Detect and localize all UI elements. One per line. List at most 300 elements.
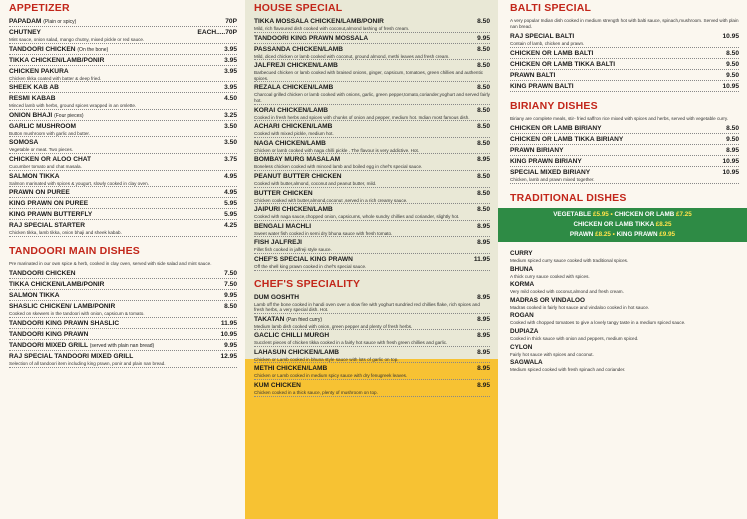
item-description: Chicken, lamb and prawn mixed together. xyxy=(510,177,595,183)
menu-item-row xyxy=(254,107,490,115)
item-description: Fillet fish cooked in jalfreji style sauce. xyxy=(254,247,332,253)
item-description: Boneless chicken cooked with minced lamb and boiled egg in chef's special sauce. xyxy=(254,164,423,170)
item-name-wrap xyxy=(254,316,322,324)
item-name: CHEF'S SPECIAL KING PRAWN xyxy=(254,255,353,263)
menu-item-row xyxy=(254,206,490,214)
item-description: Mild, rich flavoured dish cooked with coconut,almond lashing of fresh cream. xyxy=(254,26,410,31)
item-price: 3.95 xyxy=(224,56,237,64)
menu-item xyxy=(9,211,237,220)
menu-item xyxy=(9,292,237,301)
item-name-wrap xyxy=(254,46,343,54)
menu-item xyxy=(9,112,237,121)
menu-item-row xyxy=(9,139,237,147)
item-name: REZALA CHICKEN/LAMB xyxy=(254,84,334,92)
item-name-wrap xyxy=(510,50,593,58)
item-name: PASSANDA CHICKEN/LAMB xyxy=(254,45,344,53)
menu-item-row xyxy=(9,303,237,311)
item-description: Mint sauce, onion salad, mango chutny, mixed pickle or red sauce. xyxy=(9,37,145,42)
item-name: TIKKA CHICKEN/LAMB/PONIR xyxy=(9,56,105,64)
item-description: Cooked with naga sauce,chopped onion, capsicums, whole sundry chillies and coriander, slightly hot. xyxy=(254,214,460,220)
item-name: PAPADAM xyxy=(9,18,42,25)
menu-item-row xyxy=(254,332,490,340)
item-name: TANDOORI MIXED GRILL xyxy=(9,341,88,349)
item-description: Cooked on skewers in the tandoori with onion, capsicum & tomato. xyxy=(9,311,145,317)
item-description: Succlent pieces of chicken tikka cooked in a fairly hot sauce with fresh green chillies and garlic. xyxy=(254,340,448,346)
item-price: 3.50 xyxy=(224,139,237,147)
menu-item xyxy=(254,382,490,397)
item-name: KING PRAWN ON PUREE xyxy=(9,200,89,208)
item-name-wrap xyxy=(9,139,38,147)
item-price: 8.50 xyxy=(477,189,490,197)
menu-item-row xyxy=(254,382,490,390)
item-price: 3.95 xyxy=(224,67,237,75)
item-description: Button mushroom with garlic and butter. xyxy=(9,130,90,136)
item-price: 8.95 xyxy=(477,315,490,323)
trad-prawn-label: PRAWN xyxy=(569,230,594,238)
item-price: 8.95 xyxy=(477,382,490,390)
item-name: SHASLIC CHICKEN/ LAMB/PONIR xyxy=(9,303,116,311)
item-name: JALFREJI CHICKEN/LAMB xyxy=(254,62,338,70)
item-price: 10.95 xyxy=(722,33,739,41)
item-name-wrap xyxy=(9,18,76,26)
menu-item-row xyxy=(9,95,237,103)
item-name-wrap xyxy=(9,123,76,131)
menu-item-row xyxy=(510,50,739,58)
item-price: 5.95 xyxy=(224,200,237,208)
item-price: 8.95 xyxy=(477,348,490,356)
item-name-wrap xyxy=(510,136,623,144)
menu-item-row xyxy=(9,84,237,92)
biriany-list xyxy=(510,125,739,184)
item-price: 3.25 xyxy=(224,111,237,119)
trad-chicken-lamb-label: CHICKEN OR LAMB xyxy=(614,210,675,218)
item-name-wrap xyxy=(9,189,70,197)
item-name-wrap xyxy=(254,382,301,390)
item-name-wrap xyxy=(9,211,92,219)
item-price: 70P xyxy=(225,18,237,25)
item-description: Medium lamb dish cooked with onion, green pepper and plenty of fresh herbs. xyxy=(254,323,413,329)
item-price: 5.95 xyxy=(224,211,237,219)
menu-item-row xyxy=(254,140,490,148)
item-name: CHICKEN OR ALOO CHAT xyxy=(9,155,92,163)
menu-item-row xyxy=(510,125,739,133)
item-price: 8.50 xyxy=(726,125,739,133)
menu-item xyxy=(510,158,739,167)
item-name-wrap xyxy=(510,72,555,80)
item-price: 4.25 xyxy=(224,222,237,230)
item-description: Charcoal grilled chicken or lamb cooked with onions, garlic, green pepper,tomato,coriander,yoghurt and served fairly hot. xyxy=(254,92,490,103)
curry-style-name: MADRAS OR VINDALOO xyxy=(510,296,585,304)
menu-item-row xyxy=(510,72,739,80)
menu-item xyxy=(9,173,237,188)
item-name-wrap xyxy=(254,123,332,131)
item-name: METHI CHICKEN/LAMB xyxy=(254,365,328,373)
menu-item-row xyxy=(254,190,490,198)
menu-item xyxy=(254,62,490,82)
item-name-wrap xyxy=(510,61,615,69)
item-name-wrap xyxy=(254,294,299,302)
menu-item xyxy=(254,18,490,33)
tandoori-list xyxy=(9,270,237,367)
item-tag: (served with plain nan bread) xyxy=(89,342,155,349)
item-name-wrap xyxy=(510,125,602,133)
item-price: 4.50 xyxy=(224,95,237,103)
item-price: 9.95 xyxy=(477,34,490,42)
menu-item-row xyxy=(9,173,237,181)
menu-item xyxy=(510,33,739,48)
item-description: Cooked in fresh herbs and spices with chunks of onion and pepper, medium hot. Indian most famous dish. xyxy=(254,114,470,120)
item-name-wrap xyxy=(254,206,333,214)
menu-item xyxy=(9,189,237,198)
item-name-wrap xyxy=(254,256,353,264)
item-description: Barbecued chicken or lamb cooked with braised onions, ginger, capsicum, tomatoes, green chillies and authentic spices. xyxy=(254,70,484,81)
item-price: 4.95 xyxy=(224,172,237,180)
menu-item xyxy=(254,190,490,205)
menu-item-row xyxy=(9,270,237,278)
balti-note: A very popular Indian dish cooked in medium strength hot with balti sauce, spinach,mushroom. Served with plain nan bread. xyxy=(510,18,739,29)
menu-item xyxy=(254,349,490,364)
menu-item-row xyxy=(510,33,739,41)
item-description: Cooked with butter,almond, coconut and peanut butter, mild. xyxy=(254,180,377,186)
menu-item-row xyxy=(9,156,237,164)
curry-style-description: Medium spiced curry sauce cooked with traditional spices. xyxy=(510,257,629,263)
item-price: 12.95 xyxy=(220,352,237,360)
item-price: 10.95 xyxy=(722,82,739,90)
menu-item xyxy=(9,200,237,209)
item-name-wrap xyxy=(254,62,338,70)
item-price: 9.95 xyxy=(224,341,237,349)
biriany-note: Biriany are complete meals, stir- fried saffron rice mixed with spices and herbs, served with vegetable curry. xyxy=(510,115,729,121)
item-name-wrap xyxy=(9,281,104,289)
trad-vegetable-price: £5.95 xyxy=(592,210,609,218)
house-special-list xyxy=(254,18,490,271)
menu-item-row xyxy=(9,57,237,65)
item-price: EACH.....70P xyxy=(197,29,237,36)
curry-style-list xyxy=(510,250,739,373)
appetizer-list xyxy=(9,18,237,237)
item-name-wrap xyxy=(254,365,327,373)
item-description: Salmon marinated with spices & yougurt, slowly cooked in clay oven. xyxy=(9,180,149,186)
item-name: GARLIC MUSHROOM xyxy=(9,122,77,130)
curry-style-description: Cooked in thick sauce with onion and peppers, medium spiced. xyxy=(510,335,639,341)
item-name: TANDOORI CHICKEN xyxy=(9,45,76,53)
menu-item-row xyxy=(510,158,739,166)
menu-item xyxy=(9,123,237,138)
curry-style-item xyxy=(510,328,739,342)
menu-item-row xyxy=(510,169,739,177)
menu-item-row xyxy=(254,46,490,54)
balti-list xyxy=(510,33,739,92)
item-price: 11.95 xyxy=(473,255,490,263)
item-price: 9.50 xyxy=(726,60,739,68)
trad-prawn-price: £8.25 xyxy=(595,230,611,238)
menu-item-row xyxy=(9,123,237,131)
item-description: Minced lamb with herbs, ground spices wrapped in an omlette. xyxy=(9,103,137,109)
trad-vegetable-label: VEGETABLE xyxy=(553,210,592,218)
menu-item xyxy=(510,61,739,70)
item-name-wrap xyxy=(9,84,59,92)
menu-item-row xyxy=(9,29,237,37)
item-name: PEANUT BUTTER CHICKEN xyxy=(254,172,342,180)
item-description: Sweet water fish cooked in semi dry bhuna sauce with fresh tomato. xyxy=(254,230,393,236)
item-description: Vegetable or meat. Two pieces. xyxy=(9,147,74,153)
menu-item xyxy=(9,342,237,351)
item-price: 10.95 xyxy=(722,158,739,166)
item-name: CHICKEN PAKURA xyxy=(9,67,69,75)
item-name-wrap xyxy=(254,173,342,181)
tandoori-note: Pre marinated in our own spice & herb, cooked in clay oven, served with side salad and mint sauce. xyxy=(9,260,212,266)
item-name: CHICKEN OR LAMB TIKKA BIRIANY xyxy=(510,136,624,144)
menu-item-row xyxy=(9,292,237,300)
menu-item xyxy=(9,270,237,279)
menu-item-row xyxy=(254,239,490,247)
menu-item-row xyxy=(254,62,490,70)
item-name-wrap xyxy=(254,239,302,247)
item-name-wrap xyxy=(254,35,368,43)
item-name: SHEEK KAB AB xyxy=(9,84,59,92)
item-name-wrap xyxy=(254,349,339,357)
menu-item xyxy=(254,239,490,254)
curry-style-description: A thick curry sauce cooked with spices. xyxy=(510,273,590,279)
item-price: 8.95 xyxy=(477,222,490,230)
item-name-wrap xyxy=(9,200,88,208)
item-name-wrap xyxy=(254,107,328,115)
curry-style-description: Very mild cooked with coconut,almond and fresh cream. xyxy=(510,289,624,295)
item-name: SALMON TIKKA xyxy=(9,172,60,180)
item-price: 8.50 xyxy=(477,123,490,131)
item-name-wrap xyxy=(254,223,311,231)
menu-item xyxy=(9,139,237,154)
item-name-wrap xyxy=(510,169,590,177)
menu-item-row xyxy=(510,136,739,144)
item-description: Chicken tikka coated with batter & deep fried. xyxy=(9,75,102,81)
item-name: SALMON TIKKA xyxy=(9,292,60,300)
item-price: 8.95 xyxy=(477,365,490,373)
item-name: CHICKEN OR LAMB BIRIANY xyxy=(510,125,602,133)
tandoori-heading: TANDOORI MAIN DISHES xyxy=(9,244,140,257)
item-name-wrap xyxy=(254,84,333,92)
item-description: Chicken or Lamb cooked in bhuna style sauce with lots of garlic on top. xyxy=(254,356,399,362)
item-name-wrap xyxy=(9,270,76,278)
menu-item-row xyxy=(9,353,237,361)
bullet-separator: • xyxy=(612,230,615,238)
item-price: 8.50 xyxy=(477,18,490,25)
item-name: TANDOORI CHICKEN xyxy=(9,270,76,278)
menu-item xyxy=(254,123,490,138)
item-name-wrap xyxy=(9,222,85,230)
item-name-wrap xyxy=(9,353,133,361)
item-name: CHICKEN OR LAMB BALTI xyxy=(510,49,594,57)
menu-item xyxy=(9,95,237,110)
item-name: TANDOORI KING PRAWN MOSSALA xyxy=(254,34,369,42)
curry-style-name: ROGAN xyxy=(510,312,534,320)
item-tag: (On the bone) xyxy=(77,46,109,53)
item-name: RAJ SPECIAL STARTER xyxy=(9,222,85,230)
item-description: Chicken cooked in a thick sauce, plenty of mushroom on top. xyxy=(254,390,378,396)
item-name-wrap xyxy=(510,83,574,91)
item-description: Off the shell king prawn cooked in chef's special sauce. xyxy=(254,263,367,269)
item-price: 7.50 xyxy=(224,270,237,278)
menu-item-row xyxy=(9,46,237,54)
item-name: KUM CHICKEN xyxy=(254,382,301,390)
menu-item xyxy=(9,281,237,290)
menu-item-row xyxy=(254,84,490,92)
menu-item-row xyxy=(254,365,490,373)
menu-item xyxy=(254,140,490,155)
curry-style-item xyxy=(510,297,739,311)
item-name: GACLIC CHILLI MURGH xyxy=(254,332,330,340)
trad-tikka-label: CHICKEN OR LAMB TIKKA xyxy=(573,220,655,228)
item-name: RAJ SPECIAL TANDOORI MIXED GRILL xyxy=(9,352,134,360)
menu-item-row xyxy=(254,223,490,231)
menu-item xyxy=(254,107,490,122)
menu-item-row xyxy=(9,200,237,208)
trad-king-prawn-price: £9.95 xyxy=(659,230,676,238)
appetizer-heading: APPETIZER xyxy=(9,2,70,14)
menu-item xyxy=(9,18,237,27)
menu-item-row xyxy=(9,68,237,76)
item-name-wrap xyxy=(254,156,340,164)
item-name: ACHARI CHICKEN/LAMB xyxy=(254,123,333,131)
menu-item xyxy=(9,156,237,171)
item-price: 8.95 xyxy=(477,239,490,247)
bullet-separator: • xyxy=(610,210,613,218)
item-description: Chicken or lamb cooked with naga chilli pickle . The flavour is very addictive. Hot. xyxy=(254,147,420,153)
menu-item xyxy=(9,84,237,93)
item-price: 4.95 xyxy=(224,189,237,197)
menu-item-row xyxy=(9,211,237,219)
item-tag: (Four pieces) xyxy=(54,112,84,119)
item-name: KING PRAWN BUTTERFLY xyxy=(9,211,93,219)
menu-item xyxy=(254,365,490,380)
curry-style-name: DUPIAZA xyxy=(510,327,539,335)
menu-item-row xyxy=(254,256,490,264)
right-column xyxy=(498,0,747,519)
curry-style-item xyxy=(510,266,739,280)
item-name-wrap xyxy=(254,190,313,198)
item-description: Contain of lamb, chicken and prawn. xyxy=(510,41,585,47)
item-price: 3.75 xyxy=(224,155,237,163)
item-name: KING PRAWN BALTI xyxy=(510,82,574,90)
item-name-wrap xyxy=(9,303,115,311)
item-price: 8.50 xyxy=(477,172,490,180)
item-name-wrap xyxy=(254,140,326,148)
traditional-price-box xyxy=(498,208,747,242)
item-name: ONION BHAJI xyxy=(9,111,53,119)
menu-item xyxy=(254,316,490,331)
trad-tikka-price: £8.25 xyxy=(655,220,672,228)
item-description: Chicken or Lamb cooked in medium spicy sauce with dry fenugreek leaves. xyxy=(254,373,408,379)
item-name-wrap xyxy=(9,156,91,164)
menu-item xyxy=(510,50,739,59)
item-name-wrap xyxy=(9,173,60,181)
middle-column xyxy=(245,0,498,519)
menu-item-row xyxy=(510,147,739,155)
menu-item-row xyxy=(510,83,739,91)
curry-style-description: Cooked with chopped tomatoes to give a lovely tangy taste in a medium spiced sauce. xyxy=(510,320,686,326)
item-name-wrap xyxy=(9,112,84,120)
menu-item xyxy=(254,46,490,61)
menu-item xyxy=(9,29,237,44)
item-description: Chicken tikka, lamb tikka, onion bhaji and sheek kabab. xyxy=(9,230,122,236)
item-name: FISH JALFREJI xyxy=(254,239,302,247)
item-name-wrap xyxy=(9,68,69,76)
curry-style-name: KORMA xyxy=(510,281,535,289)
item-name: BOMBAY MURG MASALAM xyxy=(254,156,341,164)
item-price: 8.95 xyxy=(477,293,490,301)
item-price: 8.50 xyxy=(477,84,490,92)
menu-item xyxy=(510,147,739,156)
menu-item-row xyxy=(254,349,490,357)
menu-item-row xyxy=(9,18,237,26)
item-price: 8.95 xyxy=(477,332,490,340)
menu-item xyxy=(9,57,237,66)
trad-king-prawn-label: KING PRAWN xyxy=(616,230,658,238)
item-name: BUTTER CHICKEN xyxy=(254,189,313,197)
item-name-wrap xyxy=(9,320,119,328)
menu-item-row xyxy=(254,18,490,26)
menu-item xyxy=(9,222,237,237)
house-special-heading: HOUSE SPECIAL xyxy=(254,2,343,14)
menu-item xyxy=(254,294,490,314)
item-name-wrap xyxy=(9,342,154,350)
item-price: 8.50 xyxy=(477,45,490,53)
menu-item xyxy=(510,169,739,184)
traditional-heading: TRADITIONAL DISHES xyxy=(510,191,627,204)
item-tag: (Pan fried curry) xyxy=(286,316,323,323)
item-price: 8.50 xyxy=(477,106,490,114)
curry-style-item xyxy=(510,250,739,264)
item-name: TIKKA CHICKEN/LAMB/PONIR xyxy=(9,281,105,289)
item-name: KING PRAWN BIRIANY xyxy=(510,158,582,166)
item-name: TAKATAN xyxy=(254,315,285,323)
menu-item-row xyxy=(254,123,490,131)
menu-item xyxy=(9,320,237,329)
item-name: SPECIAL MIXED BIRIANY xyxy=(510,169,591,177)
menu-item xyxy=(9,303,237,318)
item-name: BENGALI MACHLI xyxy=(254,222,312,230)
item-price: 10.95 xyxy=(722,169,739,177)
curry-style-item xyxy=(510,281,739,295)
chefs-speciality-heading: CHEF'S SPECIALITY xyxy=(254,277,361,290)
menu-item-row xyxy=(9,331,237,339)
item-price: 11.95 xyxy=(220,319,237,327)
menu-item xyxy=(9,331,237,340)
menu-item-row xyxy=(9,281,237,289)
menu-item-row xyxy=(9,222,237,230)
item-name: LAHASUN CHICKEN/LAMB xyxy=(254,348,339,356)
item-price: 8.50 xyxy=(477,139,490,147)
menu-item xyxy=(254,84,490,104)
item-description: Lamb off the bone cooked in handi oven over a slow fire with yoghurt sundried red chillies flake, rich spices and fresh herbs, a very special dish. Hot. xyxy=(254,301,480,313)
item-name-wrap xyxy=(9,331,88,339)
item-price: 8.50 xyxy=(726,49,739,57)
menu-item xyxy=(510,72,739,81)
curry-style-name: BHUNA xyxy=(510,265,534,273)
item-name-wrap xyxy=(9,292,60,300)
item-description: Chicken cooked with butter,almond,coconut ,served in a rich creamy sauce. xyxy=(254,197,408,203)
item-name-wrap xyxy=(254,18,384,26)
item-name-wrap xyxy=(510,147,563,155)
item-name-wrap xyxy=(254,332,329,340)
item-name: KORAI CHICKEN/LAMB xyxy=(254,106,328,114)
item-price: 3.95 xyxy=(224,84,237,92)
menu-item-row xyxy=(254,316,490,324)
curry-style-name: CYLON xyxy=(510,343,533,351)
item-tag: (Plain or spicy) xyxy=(43,19,77,25)
trad-chicken-lamb-price: £7.25 xyxy=(676,210,692,218)
curry-style-name: SAGWALA xyxy=(510,359,543,367)
